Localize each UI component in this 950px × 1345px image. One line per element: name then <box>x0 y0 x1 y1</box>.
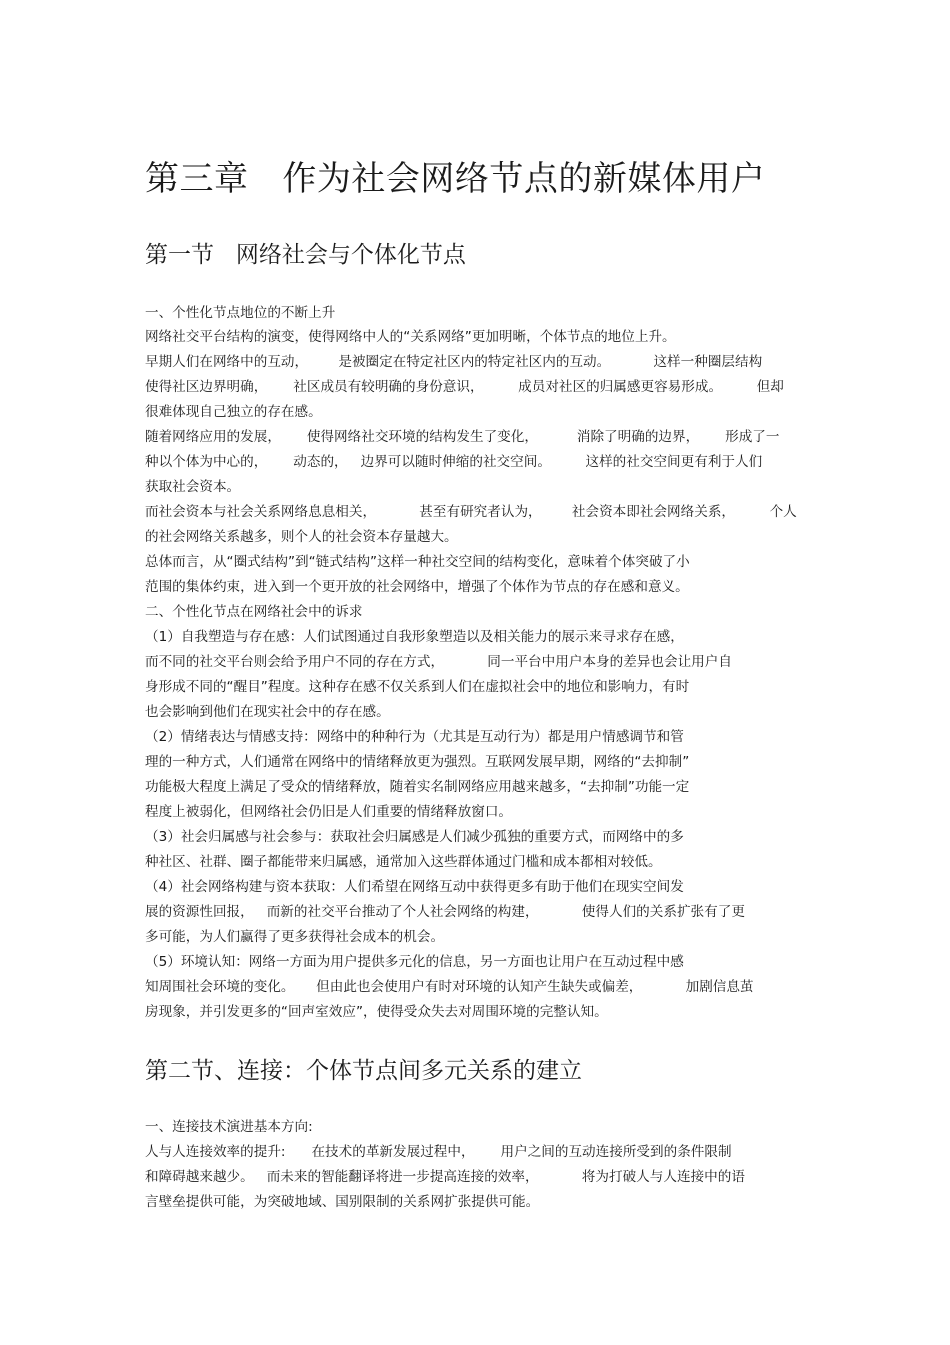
paragraph-line: 人与人连接效率的提升: 在技术的革新发展过程中， 用户之间的互动连接所受到的条件限制 <box>145 1144 732 1160</box>
paragraph-line: 一、个性化节点地位的不断上升 <box>145 305 336 321</box>
paragraph-line: 种以个体为中心的， 动态的， 边界可以随时伸缩的社交空间。 这样的社交空间更有利于人们 <box>145 454 763 470</box>
section-2-title: 第二节、连接：个体节点间多元关系的建立 <box>145 1058 582 1084</box>
paragraph-line: 而社会资本与社会关系网络息息相关， 甚至有研究者认为， 社会资本即社会网络关系， 个人 <box>145 504 797 520</box>
paragraph-line: 房现象，并引发更多的“回声室效应”，使得受众失去对周围环境的完整认知。 <box>145 1004 608 1020</box>
paragraph-line: 随着网络应用的发展， 使得网络社交环境的结构发生了变化， 消除了明确的边界， 形成了一 <box>145 429 780 445</box>
paragraph-line: 展的资源性回报， 而新的社交平台推动了个人社会网络的构建， 使得人们的关系扩张有了更 <box>145 904 745 920</box>
section-1-title: 第一节 网络社会与个体化节点 <box>145 242 466 268</box>
paragraph-line: 言壁垒提供可能，为突破地域、国别限制的关系网扩张提供可能。 <box>145 1194 540 1210</box>
paragraph-line: 二、个性化节点在网络社会中的诉求 <box>145 604 363 620</box>
paragraph-line: 和障碍越来越少。 而未来的智能翻译将进一步提高连接的效率， 将为打破人与人连接中的语 <box>145 1169 745 1185</box>
paragraph-line: 而不同的社交平台则会给予用户不同的存在方式， 同一平台中用户本身的差异也会让用户自 <box>145 654 732 670</box>
paragraph-line: 范围的集体约束，进入到一个更开放的社会网络中，增强了个体作为节点的存在感和意义。 <box>145 579 689 595</box>
paragraph-line: （3）社会归属感与社会参与：获取社会归属感是人们减少孤独的重要方式，而网络中的多 <box>145 829 684 845</box>
chapter-title: 第三章 作为社会网络节点的新媒体用户 <box>145 159 766 199</box>
paragraph-line: 网络社交平台结构的演变，使得网络中人的“关系网络”更加明晰，个体节点的地位上升。 <box>145 329 676 345</box>
paragraph-line: （5）环境认知：网络一方面为用户提供多元化的信息，另一方面也让用户在互动过程中感 <box>145 954 684 970</box>
paragraph-line: 早期人们在网络中的互动， 是被圈定在特定社区内的特定社区内的互动。 这样一种圈层结构 <box>145 354 763 370</box>
paragraph-line: 种社区、社群、圈子都能带来归属感，通常加入这些群体通过门槛和成本都相对较低。 <box>145 854 662 870</box>
paragraph-line: 程度上被弱化，但网络社会仍旧是人们重要的情绪释放窗口。 <box>145 804 513 820</box>
paragraph-line: 很难体现自己独立的存在感。 <box>145 404 322 420</box>
paragraph-line: 多可能，为人们赢得了更多获得社会成本的机会。 <box>145 929 445 945</box>
paragraph-line: 使得社区边界明确， 社区成员有较明确的身份意识， 成员对社区的归属感更容易形成。 但却 <box>145 379 784 395</box>
paragraph-line: （4）社会网络构建与资本获取：人们希望在网络互动中获得更多有助于他们在现实空间发 <box>145 879 684 895</box>
paragraph-line: （2）情绪表达与情感支持：网络中的种种行为（尤其是互动行为）都是用户情感调节和管 <box>145 729 684 745</box>
paragraph-line: 功能极大程度上满足了受众的情绪释放，随着实名制网络应用越来越多，“去抑制”功能一定 <box>145 779 690 795</box>
paragraph-line: 总体而言，从“圈式结构”到“链式结构”这样一种社交空间的结构变化，意味着个体突破了小 <box>145 554 690 570</box>
paragraph-line: 也会影响到他们在现实社会中的存在感。 <box>145 704 390 720</box>
paragraph-line: 的社会网络关系越多，则个人的社会资本存量越大。 <box>145 529 458 545</box>
paragraph-line: 身形成不同的“醒目”程度。这种存在感不仅关系到人们在虚拟社会中的地位和影响力，有时 <box>145 679 690 695</box>
paragraph-line: 知周围社会环境的变化。 但由此也会使用户有时对环境的认知产生缺失或偏差， 加剧信息茧 <box>145 979 754 995</box>
paragraph-line: （1）自我塑造与存在感：人们试图通过自我形象塑造以及相关能力的展示来寻求存在感， <box>145 629 684 645</box>
paragraph-line: 理的一种方式，人们通常在网络中的情绪释放更为强烈。互联网发展早期，网络的“去抑制” <box>145 754 690 770</box>
paragraph-line: 一、连接技术演进基本方向: <box>145 1119 313 1135</box>
paragraph-line: 获取社会资本。 <box>145 479 241 495</box>
